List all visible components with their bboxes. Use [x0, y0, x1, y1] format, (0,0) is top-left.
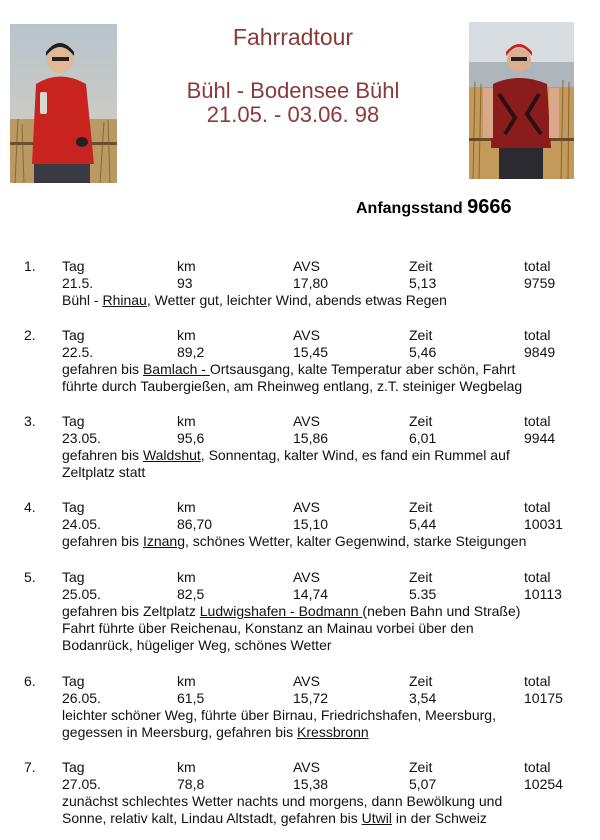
header-avs: AVS — [293, 258, 320, 274]
header-km: km — [177, 413, 196, 429]
entry-number: 4. — [24, 499, 36, 515]
value-avs: 15,10 — [293, 516, 329, 532]
entry-description-line — [62, 793, 582, 810]
description-text: Ortsausgang, kalte Temperatur aber schön, Fahrt — [209, 361, 516, 377]
header-total: total — [524, 673, 551, 689]
start-label: Anfangsstand — [356, 200, 468, 217]
entry-number: 5. — [24, 569, 36, 585]
header-day: Tag — [62, 327, 85, 343]
description-text: gefahren bis — [62, 361, 143, 377]
value-day: 22.5. — [62, 344, 94, 360]
header-avs: AVS — [293, 413, 320, 429]
description-text: , Wetter gut, leichter Wind, abends etwas Regen — [146, 292, 447, 308]
value-day: 23.05. — [62, 430, 101, 446]
header-day: Tag — [62, 258, 85, 274]
entry-values — [0, 430, 600, 447]
start-odometer — [356, 196, 512, 219]
value-km: 78,8 — [177, 776, 205, 792]
description-text: (neben Bahn und Straße) — [362, 603, 521, 619]
value-day: 26.05. — [62, 690, 101, 706]
value-avs: 17,80 — [293, 275, 329, 291]
value-time: 6,01 — [409, 430, 437, 446]
entry-column-headers — [0, 413, 600, 430]
entry-description-line — [62, 810, 582, 827]
value-avs: 14,74 — [293, 586, 329, 602]
description-text: gegessen in Meersburg, gefahren bis — [62, 724, 298, 740]
entry-description-line — [62, 724, 582, 741]
entry-description-line — [62, 603, 582, 620]
value-day: 25.05. — [62, 586, 101, 602]
destination-place: Iznang — [142, 533, 185, 549]
description-text: gefahren bis — [62, 447, 143, 463]
header-avs: AVS — [293, 569, 320, 585]
entry-values — [0, 586, 600, 603]
entry-description-line — [62, 361, 582, 378]
start-value: 9666 — [467, 196, 512, 218]
entry-description-line — [62, 464, 582, 481]
entry-number: 2. — [24, 327, 36, 343]
value-time: 5.35 — [409, 586, 437, 602]
destination-place: Kressbronn — [297, 724, 369, 740]
destination-place: Utwil — [361, 810, 392, 826]
description-text: in der Schweiz — [391, 810, 487, 826]
entry-column-headers — [0, 327, 600, 344]
entry-values — [0, 344, 600, 361]
header-km: km — [177, 499, 196, 515]
header-time: Zeit — [409, 499, 433, 515]
header-day: Tag — [62, 759, 85, 775]
value-avs: 15,86 — [293, 430, 329, 446]
header-total: total — [524, 759, 551, 775]
entry-column-headers — [0, 258, 600, 275]
value-total: 9849 — [524, 344, 556, 360]
description-text: Fahrt führte über Reichenau, Konstanz an Mainau vorbei über den — [62, 620, 474, 636]
header-total: total — [524, 499, 551, 515]
description-text: Zeltplatz statt — [62, 464, 146, 480]
header-total: total — [524, 327, 551, 343]
entry-description-line — [62, 292, 582, 309]
description-text: , schönes Wetter, kalter Gegenwind, starke Steigungen — [185, 533, 527, 549]
entry-values — [0, 275, 600, 292]
entry-number: 6. — [24, 673, 36, 689]
header-avs: AVS — [293, 759, 320, 775]
header-km: km — [177, 673, 196, 689]
entry-values — [0, 776, 600, 793]
value-time: 5,44 — [409, 516, 437, 532]
value-km: 89,2 — [177, 344, 205, 360]
description-text: , Sonnentag, kalter Wind, es fand ein Rummel auf — [200, 447, 510, 463]
entry-description-line — [62, 533, 582, 550]
header-total: total — [524, 413, 551, 429]
entry-number: 3. — [24, 413, 36, 429]
value-time: 5,13 — [409, 275, 437, 291]
description-text: Sonne, relativ kalt, Lindau Altstadt, gefahren bis — [62, 810, 362, 826]
value-time: 5,07 — [409, 776, 437, 792]
header-day: Tag — [62, 569, 85, 585]
entry-description-line — [62, 447, 582, 464]
value-avs: 15,45 — [293, 344, 329, 360]
destination-place: Bamlach - — [142, 361, 210, 377]
destination-place: Rhinau — [102, 292, 147, 308]
header-total: total — [524, 569, 551, 585]
header-avs: AVS — [293, 499, 320, 515]
value-total: 10031 — [524, 516, 563, 532]
header-avs: AVS — [293, 673, 320, 689]
header-day: Tag — [62, 413, 85, 429]
value-km: 82,5 — [177, 586, 205, 602]
value-avs: 15,38 — [293, 776, 329, 792]
value-km: 61,5 — [177, 690, 205, 706]
header-km: km — [177, 759, 196, 775]
entry-column-headers — [0, 759, 600, 776]
header-day: Tag — [62, 673, 85, 689]
page-title: Fahrradtour — [232, 24, 354, 50]
description-text: Bodanrück, hügeliger Weg, schönes Wetter — [62, 637, 332, 653]
destination-place: Waldshut — [142, 447, 201, 463]
value-day: 24.05. — [62, 516, 101, 532]
header-avs: AVS — [293, 327, 320, 343]
value-km: 93 — [177, 275, 193, 291]
value-total: 10113 — [524, 586, 562, 602]
entry-number: 7. — [24, 759, 36, 775]
value-total: 10175 — [524, 690, 563, 706]
header-km: km — [177, 258, 196, 274]
description-text: führte durch Taubergießen, am Rheinweg entlang, z.T. steiniger Wegbelag — [62, 378, 523, 394]
entry-column-headers — [0, 499, 600, 516]
entry-number: 1. — [24, 258, 36, 274]
description-text: gefahren bis — [62, 533, 143, 549]
value-km: 95,6 — [177, 430, 205, 446]
value-time: 3,54 — [409, 690, 437, 706]
value-avs: 15,72 — [293, 690, 329, 706]
description-text: Bühl - — [62, 292, 103, 308]
date-range: 21.05. - 03.06. 98 — [206, 102, 380, 127]
entry-column-headers — [0, 673, 600, 690]
value-total: 9944 — [524, 430, 556, 446]
description-text: zunächst schlechtes Wetter nachts und morgens, dann Bewölkung und — [62, 793, 503, 809]
description-text: leichter schöner Weg, führte über Birnau, Friedrichshafen, Meersburg, — [62, 707, 496, 723]
header-time: Zeit — [409, 673, 433, 689]
entry-description-line — [62, 378, 582, 395]
header-total: total — [524, 258, 551, 274]
header-time: Zeit — [409, 569, 433, 585]
entry-description-line — [62, 637, 582, 654]
description-text: gefahren bis Zeltplatz — [62, 603, 200, 619]
value-total: 9759 — [524, 275, 556, 291]
route-subtitle: Bühl - Bodensee Bühl — [186, 78, 400, 103]
value-time: 5,46 — [409, 344, 437, 360]
value-day: 21.5. — [62, 275, 94, 291]
entry-values — [0, 516, 600, 533]
header-day: Tag — [62, 499, 85, 515]
header-time: Zeit — [409, 759, 433, 775]
header-km: km — [177, 327, 196, 343]
entry-column-headers — [0, 569, 600, 586]
header-time: Zeit — [409, 327, 433, 343]
entry-values — [0, 690, 600, 707]
header-km: km — [177, 569, 196, 585]
header-time: Zeit — [409, 258, 433, 274]
header-time: Zeit — [409, 413, 433, 429]
destination-place: Ludwigshafen - Bodmann — [199, 603, 363, 619]
value-day: 27.05. — [62, 776, 101, 792]
value-total: 10254 — [524, 776, 563, 792]
entry-description-line — [62, 707, 582, 724]
value-km: 86,70 — [177, 516, 213, 532]
entry-description-line — [62, 620, 582, 637]
